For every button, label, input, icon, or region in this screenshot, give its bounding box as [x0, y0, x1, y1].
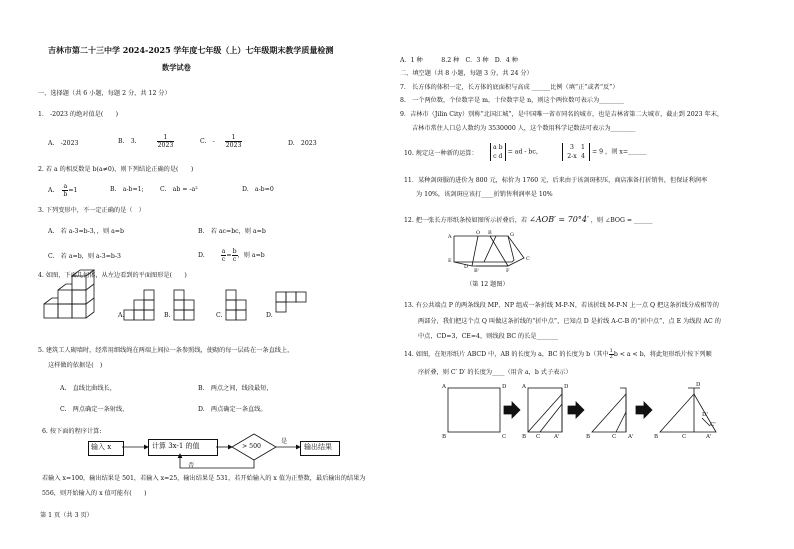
q2-option-b: B. a-b=1; [110, 186, 144, 193]
q4-solid-figure [40, 280, 110, 330]
svg-text:B: B [586, 434, 591, 440]
q1-stem: 1. -2023 的绝对值是( ) [38, 111, 119, 118]
q3-option-b: B. 若 ac=bc，则 a=b [198, 228, 266, 235]
flow-output-label: 输出结果 [304, 443, 332, 451]
svg-text:B: B [488, 230, 492, 236]
q5-stem-line1: 5. 建筑工人砌墙时，经常用细线绳在两端上间拉一条参照线，使砌的每一层砖在一条直线上， [38, 347, 294, 354]
flow-arrows [120, 440, 310, 472]
page-footer: 第 1 页（共 3 页） [40, 512, 93, 519]
q1-option-a: A. -2023 [48, 140, 79, 147]
q3-option-d: D. $\frac{a}{c}$ = $\frac{b}{c}$ ，则 a=b [198, 248, 265, 263]
q1-option-b: B. 3. $\frac{1}{2023}$ [118, 134, 174, 149]
q10-det-problem: 3 1 2-x 4 = 9 ，则 x=______ [562, 143, 647, 161]
exam-title: 吉林市第二十三中学 2024-2025 学年度七年级（上）七年级期末教学质量检测 [48, 45, 334, 55]
flow-condition-label: > 500 [242, 443, 261, 450]
svg-text:D: D [564, 384, 569, 390]
svg-text:B: B [654, 434, 659, 440]
q7: 7. 长方体的体积一定，长方体的底面积与高成 ______比例（填“正”或者“反”） [400, 84, 619, 91]
svg-text:C: C [682, 434, 687, 440]
q6-options: A．1 种 8.2 种 C．3 种 D．4 种 [400, 57, 518, 64]
svg-text:C': C' [710, 422, 716, 428]
svg-text:C: C [536, 434, 541, 440]
svg-text:D: D [696, 382, 701, 388]
q12-caption: （第 12 题图） [466, 281, 509, 288]
svg-text:A: A [442, 384, 446, 390]
q11-line2: 为 10%，该剑斑应该打____折销售利润率是 10% [416, 191, 553, 198]
q10-intro: 10. 规定这一种新的运算： [404, 150, 478, 157]
svg-text:D: D [502, 384, 507, 390]
q6-stem: 6. 按下面的程序计算: [42, 428, 102, 435]
q14-folding-sequence-figure [440, 382, 780, 444]
svg-text:D: D [464, 264, 469, 270]
q10-det-definition: a b c d = ad - bc， [490, 143, 542, 161]
svg-text:B: B [442, 434, 447, 440]
q4-option-a: A. [118, 312, 125, 319]
svg-text:F: F [506, 268, 510, 274]
section-1-heading: 一、选择题（共 6 小题，每题 2 分，共 12 分） [38, 90, 171, 97]
q13-line3: 中点，CD=3，CE=4，则线段 BC 的长是_______ [418, 333, 559, 340]
q4-option-b-figure [174, 290, 204, 322]
q14-line1: 14. 如图，在矩形纸片 ABCD 中，AB 的长度为 a，BC 的长度为 b（其中 $\frac{1}{2}$ b < a < b，将此矩形纸片按下列顺 [404, 348, 712, 360]
q12-fold-figure [450, 232, 540, 274]
flow-yes-label: 是 [281, 438, 288, 445]
svg-text:C: C [526, 256, 530, 262]
q13-line2: 两部分，我们把这个点 Q 叫做这条折线的“折中点”，已知点 D 是折线 A-C-B 的“折中点”，点 E 为线段 AC 的 [418, 318, 721, 325]
section-2-heading: 二、填空题（共 8 小题，每题 3 分，共 24 分） [400, 70, 533, 77]
exam-subtitle: 数学试卷 [162, 63, 191, 72]
svg-text:D': D' [702, 412, 708, 418]
svg-text:G: G [510, 232, 514, 238]
q14-line2: 序折叠，则 C′ D′ 的长度为____（用含 a，b 式子表示） [418, 369, 572, 376]
q2-stem: 2. 若 a 的相反数是 b(a≠0)，则下列结论正确的是( ) [38, 166, 194, 173]
flow-no-label: 否 [188, 462, 195, 469]
q9-line2: 吉林市常住人口总人数约为 3530000 人，这个数用科学记数法可表示为________ [412, 125, 636, 132]
q8: 8. 一个两位数，个位数字是 m，十位数字是 n，则这个两位数可表示为________ [400, 97, 624, 104]
q6-text-line1: 若输入 x=100，输出结果是 501，若输入 x=25，输出结果是 531，若开始输入的 x 值为正整数，最后输出的结果为 [42, 475, 366, 482]
q4-option-d-figure [276, 292, 316, 314]
q6-text-line2: 556，则开始输入的 x 值可能有( ) [42, 490, 147, 497]
q4-option-d: D. [266, 312, 273, 319]
svg-text:C: C [612, 434, 617, 440]
q9-line1: 9．吉林市（Jilin City）别称“北国江城”，是中国唯一省市同名的城市，也是吉林省第二大城市，截止到 2023 年末， [400, 111, 724, 118]
svg-text:A': A' [628, 434, 634, 440]
q4-option-b: B. [164, 312, 171, 319]
svg-text:A': A' [554, 434, 560, 440]
q5-option-a: A. 直线比曲线长， [60, 385, 116, 392]
q11-line1: 11．某种剑斑服的进价为 800 元，标价为 1760 元，后来由于该剑斑积压，商店准备打折销售，但保证利润率 [404, 177, 708, 184]
svg-text:O: O [476, 230, 481, 236]
q4-stem: 4. 如图，下面几何体，从左边看到的平面图形是( ) [38, 272, 187, 279]
flow-input-label: 输入 x [91, 443, 112, 451]
q5-option-c: C. 两点确定一条射线， [60, 406, 129, 413]
q4-option-a-figure [124, 290, 164, 322]
q5-option-d: D. 两点确定一条直线。 [198, 406, 267, 413]
q1-option-c: C. - $\frac{1}{2023}$ [200, 134, 242, 149]
q12-text: 12. 把一张长方形纸条按如图所示折叠后，若 ∠AOB′ = 70°4′ ，则 ∠BOG = ______ [404, 215, 653, 224]
svg-text:C: C [502, 434, 507, 440]
svg-text:A: A [522, 384, 526, 390]
svg-text:E: E [448, 258, 452, 264]
flow-calc-label: 计算 3x-1 的值 [152, 442, 200, 450]
q2-option-d: D. a-b=0 [242, 186, 274, 193]
q4-option-c: C. [216, 312, 223, 319]
q3-option-c: C. 若 a=b，则 a-3=b-3 [48, 253, 121, 260]
q13-line1: 13. 有公共端点 P 的两条线段 MP、NP 组成一条折线 M-P-N，若该折线 M-P-N 上一点 Q 把这条折线分成相等的 [404, 302, 719, 309]
q3-stem: 3. 下列变形中，不一定正确的是（ ） [38, 207, 145, 214]
q2-option-c: C. ab = -a² [160, 186, 198, 193]
q5-stem-line2: 这样做的依据是( ) [48, 362, 103, 369]
svg-text:B: B [522, 434, 527, 440]
q3-option-a: A. 若 a-3=b-3，，则 a=b [48, 228, 124, 235]
q5-option-b: B. 两点之间，线段最短， [198, 385, 273, 392]
q4-option-c-figure [226, 290, 256, 322]
svg-text:A: A [448, 234, 452, 240]
svg-text:B': B' [474, 268, 480, 274]
q2-option-a: A. $\frac{a}{b}$ =1 [48, 183, 78, 198]
q1-option-d: D. 2023 [288, 140, 317, 147]
svg-text:A': A' [706, 434, 712, 440]
